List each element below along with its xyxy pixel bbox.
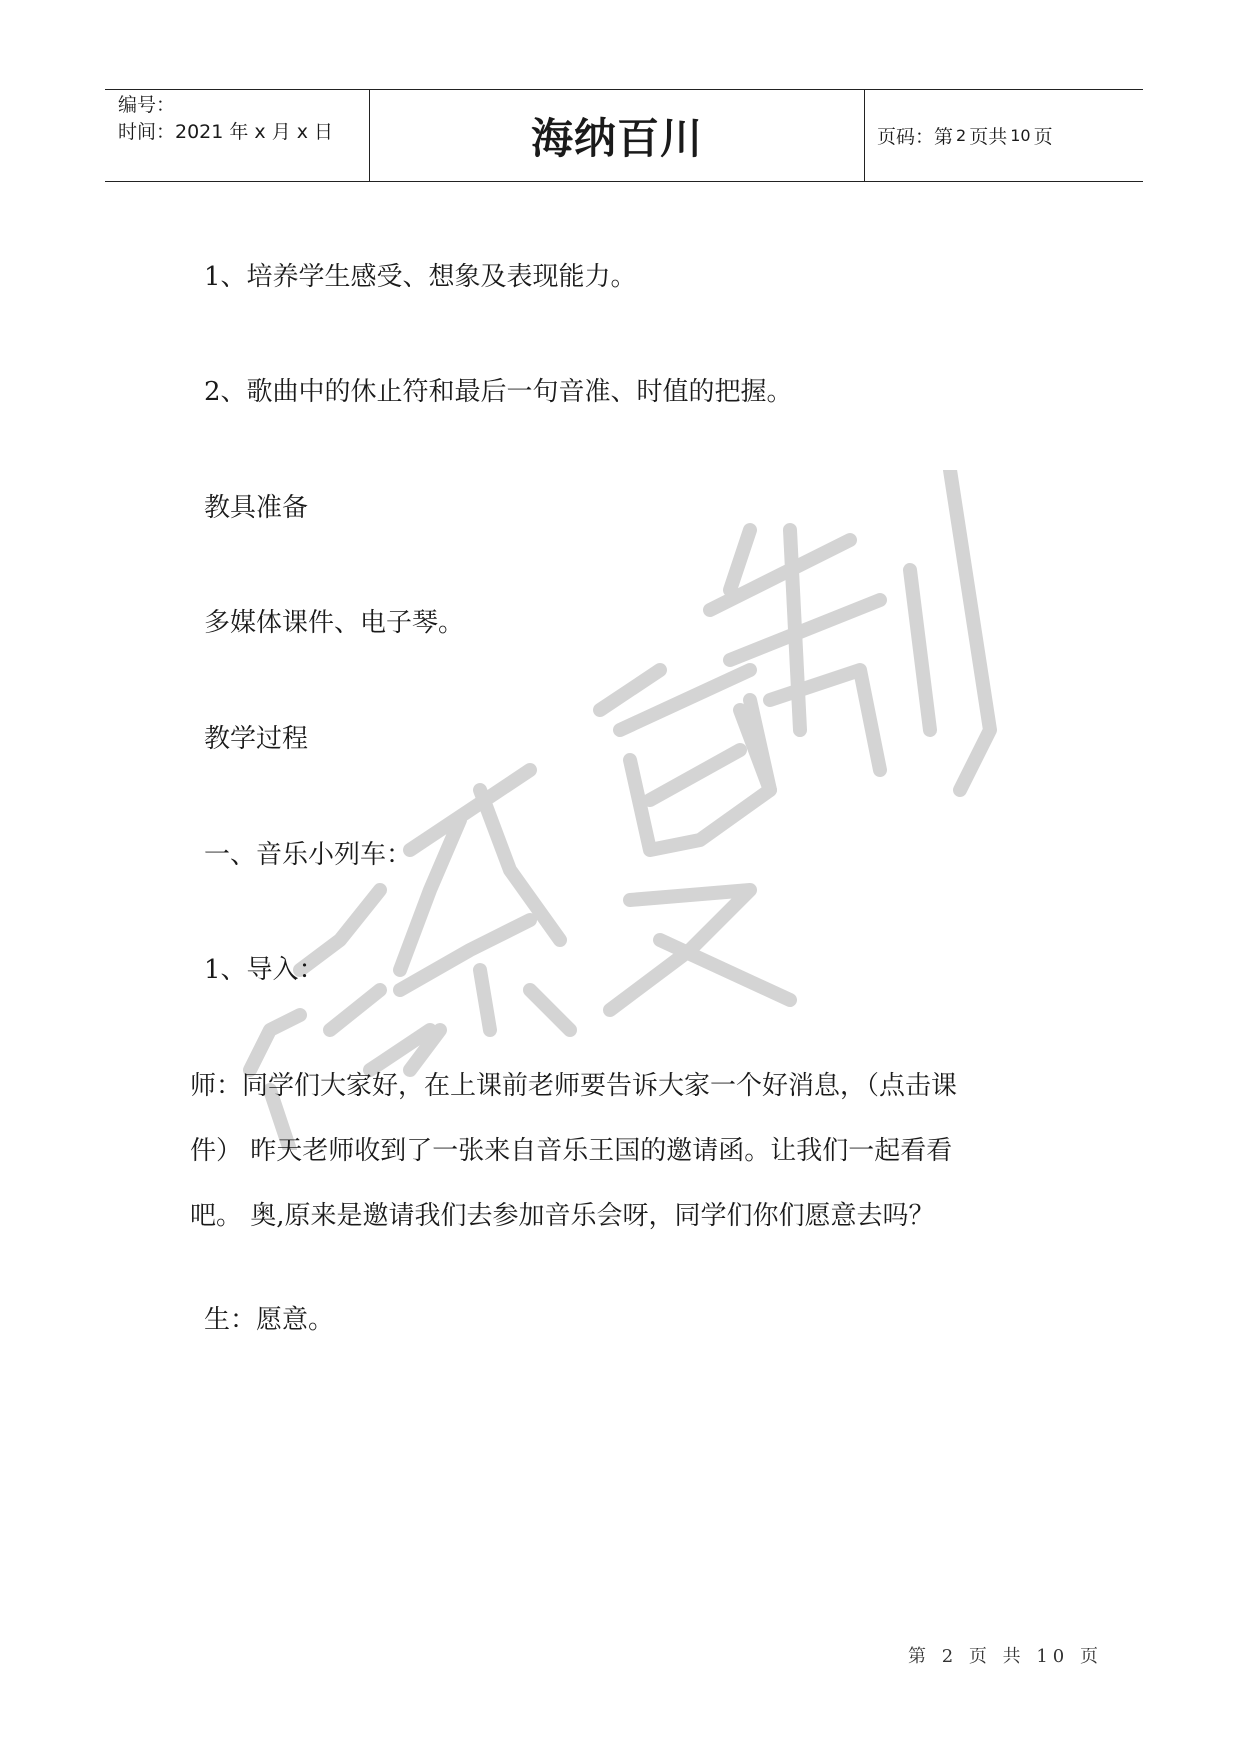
- page-middle: 页共: [969, 126, 1008, 148]
- document-time-label: 时间：2021 年 x 月 x 日: [118, 121, 334, 143]
- dialogue-line: 件） 昨天老师收到了一张来自音乐王国的邀请函。让我们一起看看: [190, 1136, 953, 1166]
- header-meta-cell: [105, 90, 370, 181]
- page-current: 2: [956, 126, 967, 145]
- header-page-cell: [865, 90, 1143, 181]
- heading-materials: 教具准备: [204, 493, 309, 523]
- document-number-label: 编号：: [118, 94, 176, 116]
- dialogue-line: 吧。 奥,原来是邀请我们去参加音乐会呀，同学们你们愿意去吗？: [190, 1201, 935, 1231]
- header-title: 海纳百川: [530, 113, 703, 163]
- paragraph-materials: 多媒体课件、电子琴。: [204, 608, 465, 638]
- paragraph-student-reply: 生：愿意。: [204, 1305, 335, 1335]
- page-total: 10: [1010, 126, 1031, 145]
- page-prefix: 页码：第: [877, 126, 954, 148]
- heading-process: 教学过程: [204, 724, 309, 754]
- watermark: [230, 470, 1050, 1150]
- paragraph-goal-2: 2、歌曲中的休止符和最后一句音准、时值的把握。: [204, 377, 793, 407]
- header-title-cell: [370, 90, 865, 181]
- page-suffix: 页: [1033, 126, 1053, 148]
- paragraph-goal-1: 1、培养学生感受、想象及表现能力。: [204, 262, 637, 292]
- heading-music-train: 一、音乐小列车：: [204, 840, 413, 870]
- heading-introduction: 1、导入：: [204, 955, 325, 985]
- watermark-graphic: [230, 470, 1050, 1150]
- paragraph-teacher-dialogue: [190, 1054, 1070, 1249]
- dialogue-line: 师：同学们大家好，在上课前老师要告诉大家一个好消息，（点击课: [190, 1071, 958, 1101]
- document-header: [105, 89, 1143, 182]
- page-footer: 第 2 页 共 10 页: [908, 1646, 1103, 1667]
